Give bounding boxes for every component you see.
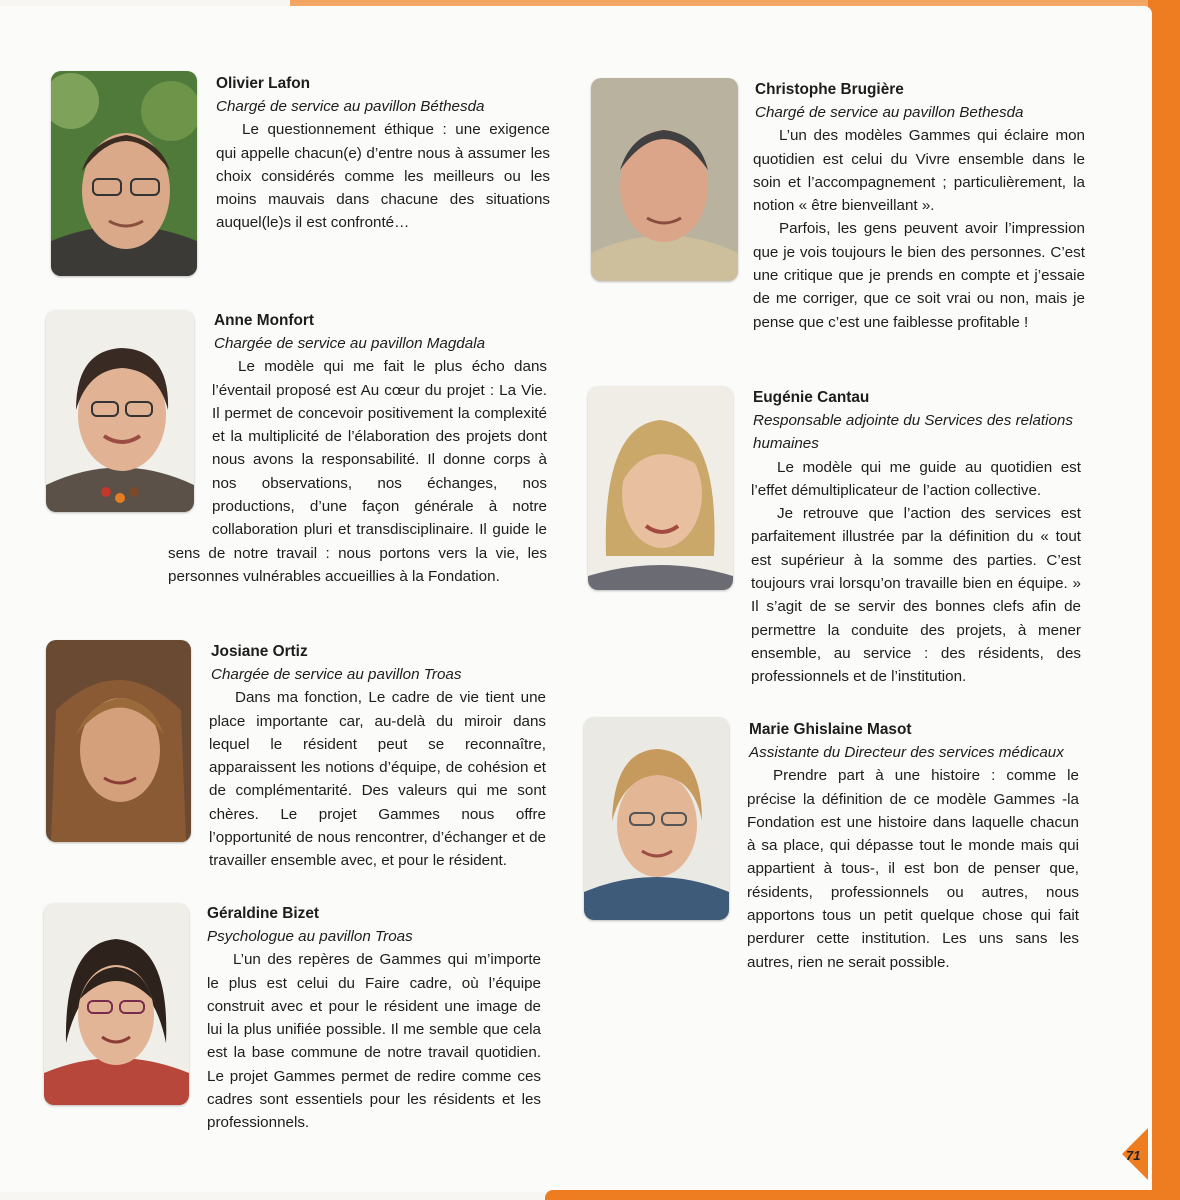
testimonial-paragraph: Le questionnement éthique : une exigence qui appelle chacun(e) d’entre nous à assumer les choix considérés comme les meilleurs ou les moins mauvais dans chacune des situations auquel(le)s il est confronté…	[216, 121, 550, 232]
testimonial-paragraph: Dans ma fonction, Le cadre de vie tient une place importante car, au-delà du miroir dans lequel le résident peut se reconnaître, apparaissent les notions d’équipe, de cohésion et de complémentarité. Des valeurs qui me sont chères. Le projet Gammes nous offre l’opportunité de nous rencontrer, d’échanger et de travailler ensemble avec, et pour le résident.	[165, 686, 546, 872]
photo-wrap-space	[168, 355, 212, 541]
photo-wrap-space	[703, 456, 751, 667]
person-role: Chargé de service au pavillon Bethesda	[755, 104, 1024, 121]
person-name: Olivier Lafon	[216, 75, 311, 92]
bottom-orange-band	[545, 1190, 1180, 1200]
person-name: Géraldine Bizet	[207, 905, 320, 922]
testimonial-paragraph: Le modèle qui me guide au quotidien est l’effet démultiplicateur de l’action collective.	[703, 456, 1081, 503]
person-role: Chargé de service au pavillon Béthesda	[216, 98, 485, 115]
photo-wrap-space	[165, 686, 209, 850]
testimonial-anne-monfort	[168, 310, 547, 588]
person-name: Josiane Ortiz	[211, 643, 308, 660]
portrait-photo	[44, 903, 189, 1105]
person-name: Christophe Brugière	[755, 81, 904, 98]
person-name: Anne Monfort	[214, 312, 315, 329]
testimonial-marie-ghislaine-masot	[700, 719, 1079, 974]
testimonial-christophe-brugiere	[707, 79, 1085, 358]
page-number: 71	[1126, 1148, 1141, 1163]
testimonial-paragraph: Le modèle qui me fait le plus écho dans l’éventail proposé est Au cœur du projet : La Vie. Il permet de concevoir positivement la complexité et la multiplicité de l’élaboration des projets dont nous avons la responsabilité. Il donne corps à nos observations, nos échanges, nos productions, d’une façon générale à notre collaboration pluri et transdisciplinaire. Il guide le sens de notre travail : nous portons vers la vie, les personnes vulnérables accueillies à la Fondation.	[168, 355, 547, 588]
testimonial-paragraph: L’un des repères de Gammes qui m’importe le plus est celui du Faire cadre, où l’équipe construit avec et pour le résident une image de lui la plus unifiée possible. Il me semble que cela est la base commune de notre travail quotidien. Le projet Gammes permet de redire comme ces cadres sont essentiels pour les résidents et les professionnels.	[207, 951, 541, 1132]
person-name: Marie Ghislaine Masot	[749, 721, 912, 738]
person-role: Psychologue au pavillon Troas	[207, 928, 413, 945]
testimonial-olivier-lafon	[216, 73, 550, 235]
person-role: Chargée de service au pavillon Magdala	[214, 335, 486, 352]
person-role: Chargée de service au pavillon Troas	[211, 666, 462, 683]
photo-wrap-space	[707, 124, 753, 358]
person-role: Assistante du Directeur des services médicaux	[749, 744, 1064, 761]
testimonial-paragraph: Prendre part à une histoire : comme le précise la définition de ce modèle Gammes -la Fondation est une histoire dans laquelle chacun à sa place, qui dépasse tout le monde mais qui appartient à tous-, il est bon de penser que, résidents, professionnels ou autres, nous apportons tous un petit quelque chose qui fait perdurer cette institution. Les uns sans les autres, rien ne serait possible.	[700, 764, 1079, 974]
person-role: Responsable adjointe du Services des relations humaines	[753, 412, 1073, 453]
person-name: Eugénie Cantau	[753, 389, 870, 406]
photo-wrap-space	[700, 764, 747, 952]
right-orange-border	[1148, 0, 1180, 1200]
portrait-photo	[51, 71, 197, 276]
testimonial-paragraph: L’un des modèles Gammes qui éclaire mon quotidien est celui du Vivre ensemble dans le soin et l’accompagnement ; particulièrement, la notion « être bienveillant ».	[707, 124, 1085, 217]
testimonial-geraldine-bizet	[207, 903, 541, 1135]
testimonial-paragraph: Parfois, les gens peuvent avoir l’impression que je vois toujours le bien des personnes. C’est une critique que je prends en compte et j’essaie de me corriger, que ce soit vrai ou non, mais je pense que c’est une faiblesse profitable !	[753, 220, 1085, 331]
testimonial-paragraph: Je retrouve que l’action des services est parfaitement illustrée par la définition du « tout est supérieur à la somme des parties. C’est toujours vrai lorsqu’on travaille bien en équipe. » Il s’agit de se servir des bonnes clefs afin de permettre la conduite des projets, à mener ensemble, au service : des résidents, des professionnels et de l’institution.	[751, 505, 1081, 686]
testimonial-josiane-ortiz	[165, 641, 546, 873]
testimonial-eugenie-cantau	[703, 387, 1081, 689]
